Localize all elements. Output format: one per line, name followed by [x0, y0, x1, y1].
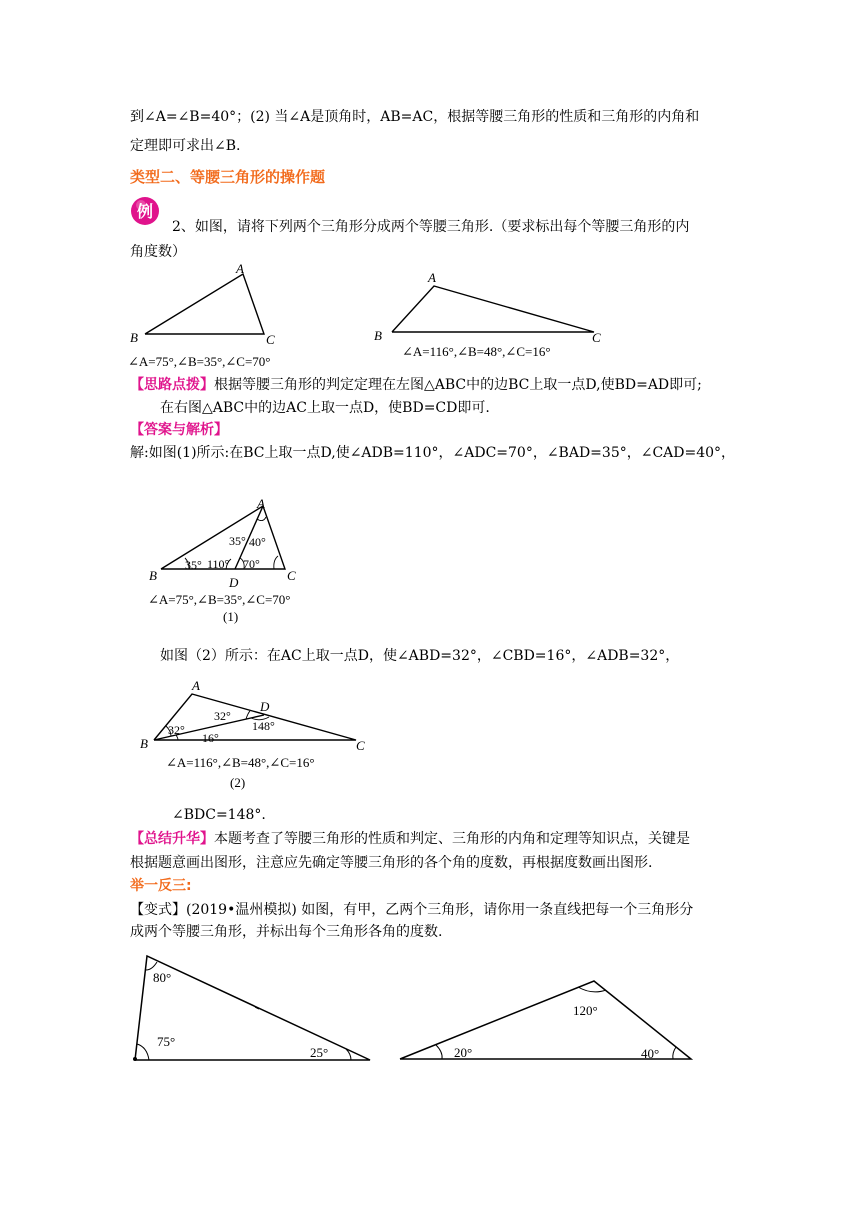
angle-label-20: 20°: [454, 1045, 473, 1060]
angle-label-32-top: 32°: [214, 709, 231, 723]
angle-label-35-top: 35°: [229, 534, 246, 548]
vertex-a: A: [428, 270, 436, 285]
vertex-d: D: [260, 699, 270, 714]
vertex-a: A: [192, 678, 200, 693]
vertex-a: A: [257, 496, 265, 511]
hint-tag: 【思路点拨】: [130, 377, 214, 393]
practice-title: 举一反三:: [130, 878, 192, 894]
vertex-b: B: [130, 330, 138, 345]
triangle-abc: [145, 274, 264, 334]
vertex-b: B: [374, 328, 382, 343]
angle-arc-bottom-left: [137, 1044, 149, 1060]
summary-text-1: 本题考查了等腰三角形的性质和判定、三角形的内角和定理等知识点，关键是: [214, 831, 690, 847]
variant-line-1: 【变式】(2019•温州模拟) 如图，有甲，乙两个三角形，请你用一条直线把每一个三角形分: [130, 902, 694, 918]
figure-yi-triangle: [390, 975, 700, 1065]
vertex-c: C: [356, 738, 365, 753]
angle-label-35-bottom: 35°: [185, 558, 202, 572]
answer-tag: 【答案与解析】: [130, 422, 228, 438]
vertex-b: B: [140, 736, 148, 751]
angle-label-148: 148°: [252, 719, 275, 733]
left-caption: ∠A=75°,∠B=35°,∠C=70°: [128, 354, 271, 369]
hint-line-2: 在右图△ABC中的边AC上取一点D，使BD=CD即可.: [160, 400, 490, 416]
figure-1-number: (1): [223, 609, 239, 624]
vertex-b: B: [149, 568, 157, 583]
angle-label-70: 70°: [243, 557, 260, 571]
angle-label-75: 75°: [157, 1034, 176, 1049]
example-question-line-1: 2、如图，请将下列两个三角形分成两个等腰三角形.（要求标出每个等腰三角形的内: [172, 219, 690, 235]
example-badge-icon: [130, 196, 160, 226]
angle-arc-left: [436, 1045, 442, 1059]
angle-label-110: 110°: [207, 557, 230, 571]
solution-line-2: 如图（2）所示：在AC上取一点D，使∠ABD=32°，∠CBD=16°，∠ADB=32°，: [160, 648, 680, 664]
figure-right-triangle: [370, 262, 615, 362]
variant-line-2: 成两个等腰三角形，并标出每个三角形各角的度数.: [130, 924, 443, 940]
right-caption: ∠A=116°,∠B=48°,∠C=16°: [402, 344, 551, 359]
vertex-dot: [133, 1057, 137, 1061]
hint-line-1: [130, 375, 702, 395]
angle-label-16: 16°: [202, 731, 219, 745]
vertex-c: C: [592, 330, 601, 345]
figure-left-triangle: [128, 262, 313, 372]
intro-line-2: 定理即可求出∠B.: [130, 138, 241, 154]
vertex-a: A: [236, 262, 244, 276]
angle-label-32-left: 32°: [168, 723, 185, 737]
summary-tag: 【总结升华】: [130, 831, 214, 847]
angle-label-40: 40°: [249, 535, 266, 549]
vertex-d: D: [229, 575, 239, 590]
vertex-c: C: [287, 568, 296, 583]
solution-line-1: 解:如图(1)所示:在BC上取一点D,使∠ADB=110°，∠ADC=70°，∠BAD=35°，∠CAD=40°，: [130, 445, 736, 461]
intro-line-1: 到∠A=∠B=40°；(2) 当∠A是顶角时，AB=AC，根据等腰三角形的性质和三角形的内角和: [130, 109, 700, 125]
solution-line-3: ∠BDC=148°.: [172, 807, 266, 823]
figure-2-caption: ∠A=116°,∠B=48°,∠C=16°: [166, 755, 315, 770]
hint-text-1: 根据等腰三角形的判定定理在左图△ABC中的边BC上取一点D,使BD=AD即可;: [214, 377, 702, 393]
summary-line-1: [130, 829, 690, 849]
example-question-line-2: 角度数）: [130, 244, 186, 260]
angle-arc-c: [274, 556, 278, 569]
summary-line-2: 根据题意画出图形，注意应先确定等腰三角形的各个角的度数，再根据度数画出图形.: [130, 855, 653, 871]
vertex-c: C: [266, 332, 275, 347]
triangle-abc: [392, 286, 594, 332]
figure-2-number: (2): [230, 775, 246, 790]
angle-label-80: 80°: [153, 970, 172, 985]
angle-label-40: 40°: [641, 1046, 660, 1061]
svg-text:例: 例: [136, 204, 154, 221]
angle-arc-right: [673, 1047, 676, 1059]
figure-1-caption: ∠A=75°,∠B=35°,∠C=70°: [148, 592, 291, 607]
figure-jia-triangle: [125, 950, 380, 1070]
figure-1: [145, 492, 320, 627]
section-title: 类型二、等腰三角形的操作题: [130, 168, 326, 186]
figure-2: [138, 676, 373, 796]
angle-label-120: 120°: [573, 1003, 598, 1018]
angle-arc-top: [146, 962, 157, 970]
angle-label-25: 25°: [310, 1045, 329, 1060]
